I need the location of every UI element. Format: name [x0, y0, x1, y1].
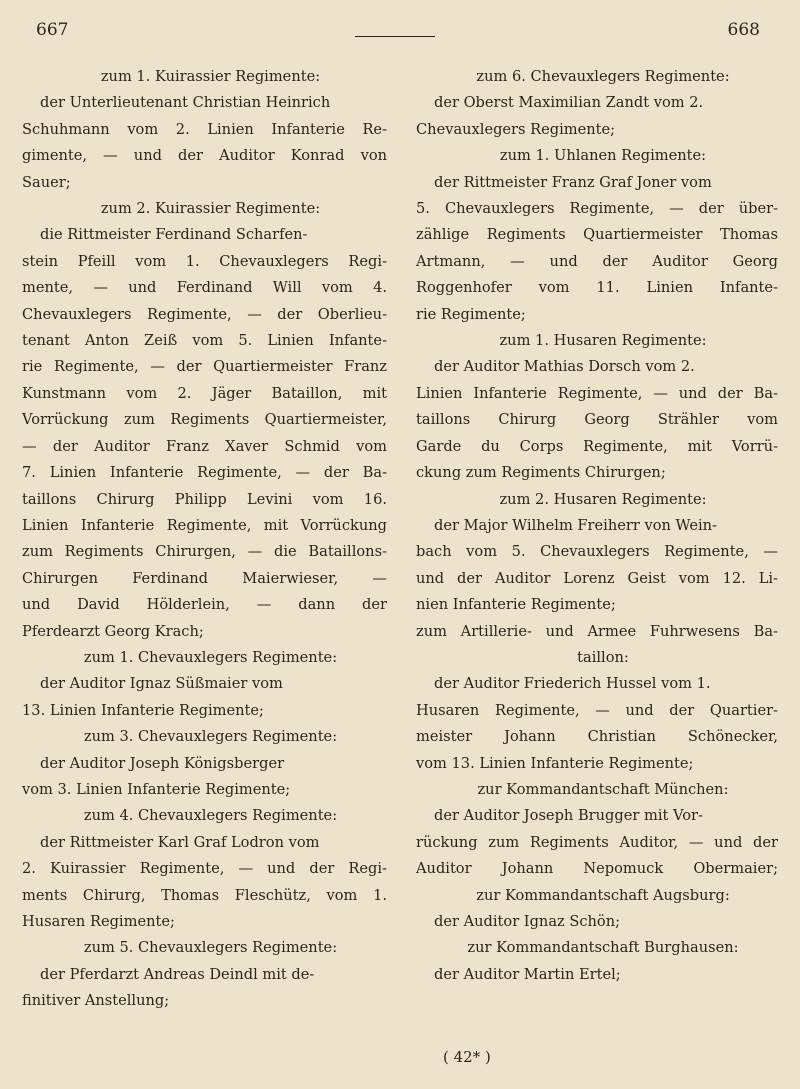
left-column-line: der Auditor Joseph Königsberger	[40, 754, 285, 772]
right-column-line: Chevauxlegers Regimente;	[416, 120, 616, 138]
right-column-line: zur Kommandantschaft München:	[477, 780, 729, 798]
right-column-line: zum 1. Uhlanen Regimente:	[499, 147, 707, 165]
left-column-line: finitiver Anstellung;	[22, 992, 170, 1010]
right-column-line: zum 6. Chevauxlegers Regimente:	[476, 68, 730, 85]
left-column-line: gimente, — und der Auditor Konrad von	[22, 147, 387, 165]
right-column-line: zur Kommandantschaft Augsburg:	[476, 886, 730, 904]
right-column-line: der Major Wilhelm Freiherr von Wein-	[434, 516, 717, 534]
right-column-line: der Auditor Mathias Dorsch vom 2.	[434, 358, 695, 376]
right-column-line: 5. Chevauxlegers Regimente, — der über-	[416, 200, 778, 218]
right-column-line: Garde du Corps Regimente, mit Vorrü-	[416, 437, 778, 455]
left-column-line: der Pferdarzt Andreas Deindl mit de-	[40, 965, 315, 983]
left-column-line: taillons Chirurg Philipp Levini vom 16.	[22, 490, 387, 508]
right-column-line: ckung zum Regiments Chirurgen;	[416, 464, 666, 482]
left-column-line: der Rittmeister Karl Graf Lodron vom	[40, 833, 320, 851]
left-column-line: und David Hölderlein, — dann der	[22, 596, 387, 614]
left-column-line: rie Regimente, — der Quartiermeister Franz	[22, 358, 387, 376]
right-column-line: zum Artillerie- und Armee Fuhrwesens Ba-	[416, 622, 778, 640]
right-column-line: meister Johann Christian Schönecker,	[416, 728, 778, 746]
right-column-line: der Auditor Martin Ertel;	[434, 965, 621, 983]
left-column-line: mente, — und Ferdinand Will vom 4.	[22, 279, 387, 297]
page-number-left: 667	[36, 20, 69, 40]
left-column-line: 13. Linien Infanterie Regimente;	[22, 701, 264, 719]
left-column-line: 7. Linien Infanterie Regimente, — der Ba-	[22, 464, 387, 482]
right-column-line: und der Auditor Lorenz Geist vom 12. Li-	[416, 569, 778, 587]
right-text-column	[416, 64, 778, 988]
left-column-line: Schuhmann vom 2. Linien Infanterie Re-	[22, 120, 387, 138]
right-column-line: der Auditor Joseph Brugger mit Vor-	[434, 807, 703, 825]
left-column-line: tenant Anton Zeiß vom 5. Linien Infante-	[22, 332, 387, 350]
left-column-line: Kunstmann vom 2. Jäger Bataillon, mit	[22, 384, 387, 402]
left-column-line: zum 2. Kuirassier Regimente:	[100, 200, 321, 218]
right-column-line: taillons Chirurg Georg Strähler vom	[416, 411, 778, 429]
right-column-line: taillon:	[577, 648, 629, 666]
left-column-line: — der Auditor Franz Xaver Schmid vom	[22, 437, 387, 455]
right-column-line: der Auditor Friederich Hussel vom 1.	[434, 675, 711, 693]
right-column-line: zählige Regiments Quartiermeister Thomas	[416, 226, 778, 244]
right-column-line: bach vom 5. Chevauxlegers Regimente, —	[416, 543, 778, 561]
left-column-line: 2. Kuirassier Regimente, — und der Regi-	[22, 860, 387, 878]
left-column-line: zum 5. Chevauxlegers Regimente:	[83, 939, 338, 957]
left-column-line: zum 1. Kuirassier Regimente:	[100, 68, 321, 85]
right-column-line: Auditor Johann Nepomuck Obermaier;	[416, 860, 778, 878]
left-column-line: zum 3. Chevauxlegers Regimente:	[83, 728, 338, 746]
right-column-line: nien Infanterie Regimente;	[416, 596, 616, 614]
right-column-line: Linien Infanterie Regimente, — und der Ba-	[416, 384, 778, 402]
left-column-line: Chirurgen Ferdinand Maierwieser, —	[22, 569, 387, 587]
right-column-line: der Auditor Ignaz Schön;	[434, 913, 621, 930]
left-column-line: Vorrückung zum Regiments Quartiermeister,	[22, 411, 387, 429]
left-column-line: Husaren Regimente;	[22, 913, 175, 930]
right-column-line: zur Kommandantschaft Burghausen:	[467, 939, 739, 957]
left-column-line: der Unterlieutenant Christian Heinrich	[40, 94, 331, 112]
right-column-line: vom 13. Linien Infanterie Regimente;	[416, 754, 694, 772]
signature-mark: ( 42* )	[443, 1048, 491, 1066]
left-column-line: Linien Infanterie Regimente, mit Vorrückung	[22, 516, 387, 534]
right-column-line: der Oberst Maximilian Zandt vom 2.	[434, 94, 704, 112]
right-column-line: zum 1. Husaren Regimente:	[499, 332, 707, 350]
right-column-line: der Rittmeister Franz Graf Joner vom	[434, 173, 712, 191]
right-column-line: zum 2. Husaren Regimente:	[499, 490, 707, 508]
left-column-line: Sauer;	[22, 173, 71, 191]
right-column-line: Roggenhofer vom 11. Linien Infante-	[416, 279, 778, 297]
left-column-line: vom 3. Linien Infanterie Regimente;	[22, 780, 291, 798]
left-column-line: zum 4. Chevauxlegers Regimente:	[83, 807, 338, 825]
left-column-line: Pferdearzt Georg Krach;	[22, 622, 204, 640]
page-number-right: 668	[727, 20, 760, 40]
right-column-line: rie Regimente;	[416, 305, 526, 323]
left-column-line: stein Pfeill vom 1. Chevauxlegers Regi-	[22, 252, 387, 270]
left-text-column	[22, 64, 387, 1015]
left-column-line: ments Chirurg, Thomas Fleschütz, vom 1.	[22, 886, 387, 904]
left-column-line: zum Regiments Chirurgen, — die Bataillons-	[22, 543, 387, 561]
left-column-line: zum 1. Chevauxlegers Regimente:	[83, 648, 338, 666]
left-column-line: Chevauxlegers Regimente, — der Oberlieu-	[22, 305, 387, 323]
left-column-line: der Auditor Ignaz Süßmaier vom	[40, 675, 283, 693]
right-column-line: rückung zum Regiments Auditor, — und der	[416, 833, 778, 851]
right-column-line: Husaren Regimente, — und der Quartier-	[416, 701, 778, 719]
left-column-line: die Rittmeister Ferdinand Scharfen-	[40, 226, 308, 244]
header-rule	[355, 36, 435, 37]
right-column-line: Artmann, — und der Auditor Georg	[416, 252, 778, 270]
